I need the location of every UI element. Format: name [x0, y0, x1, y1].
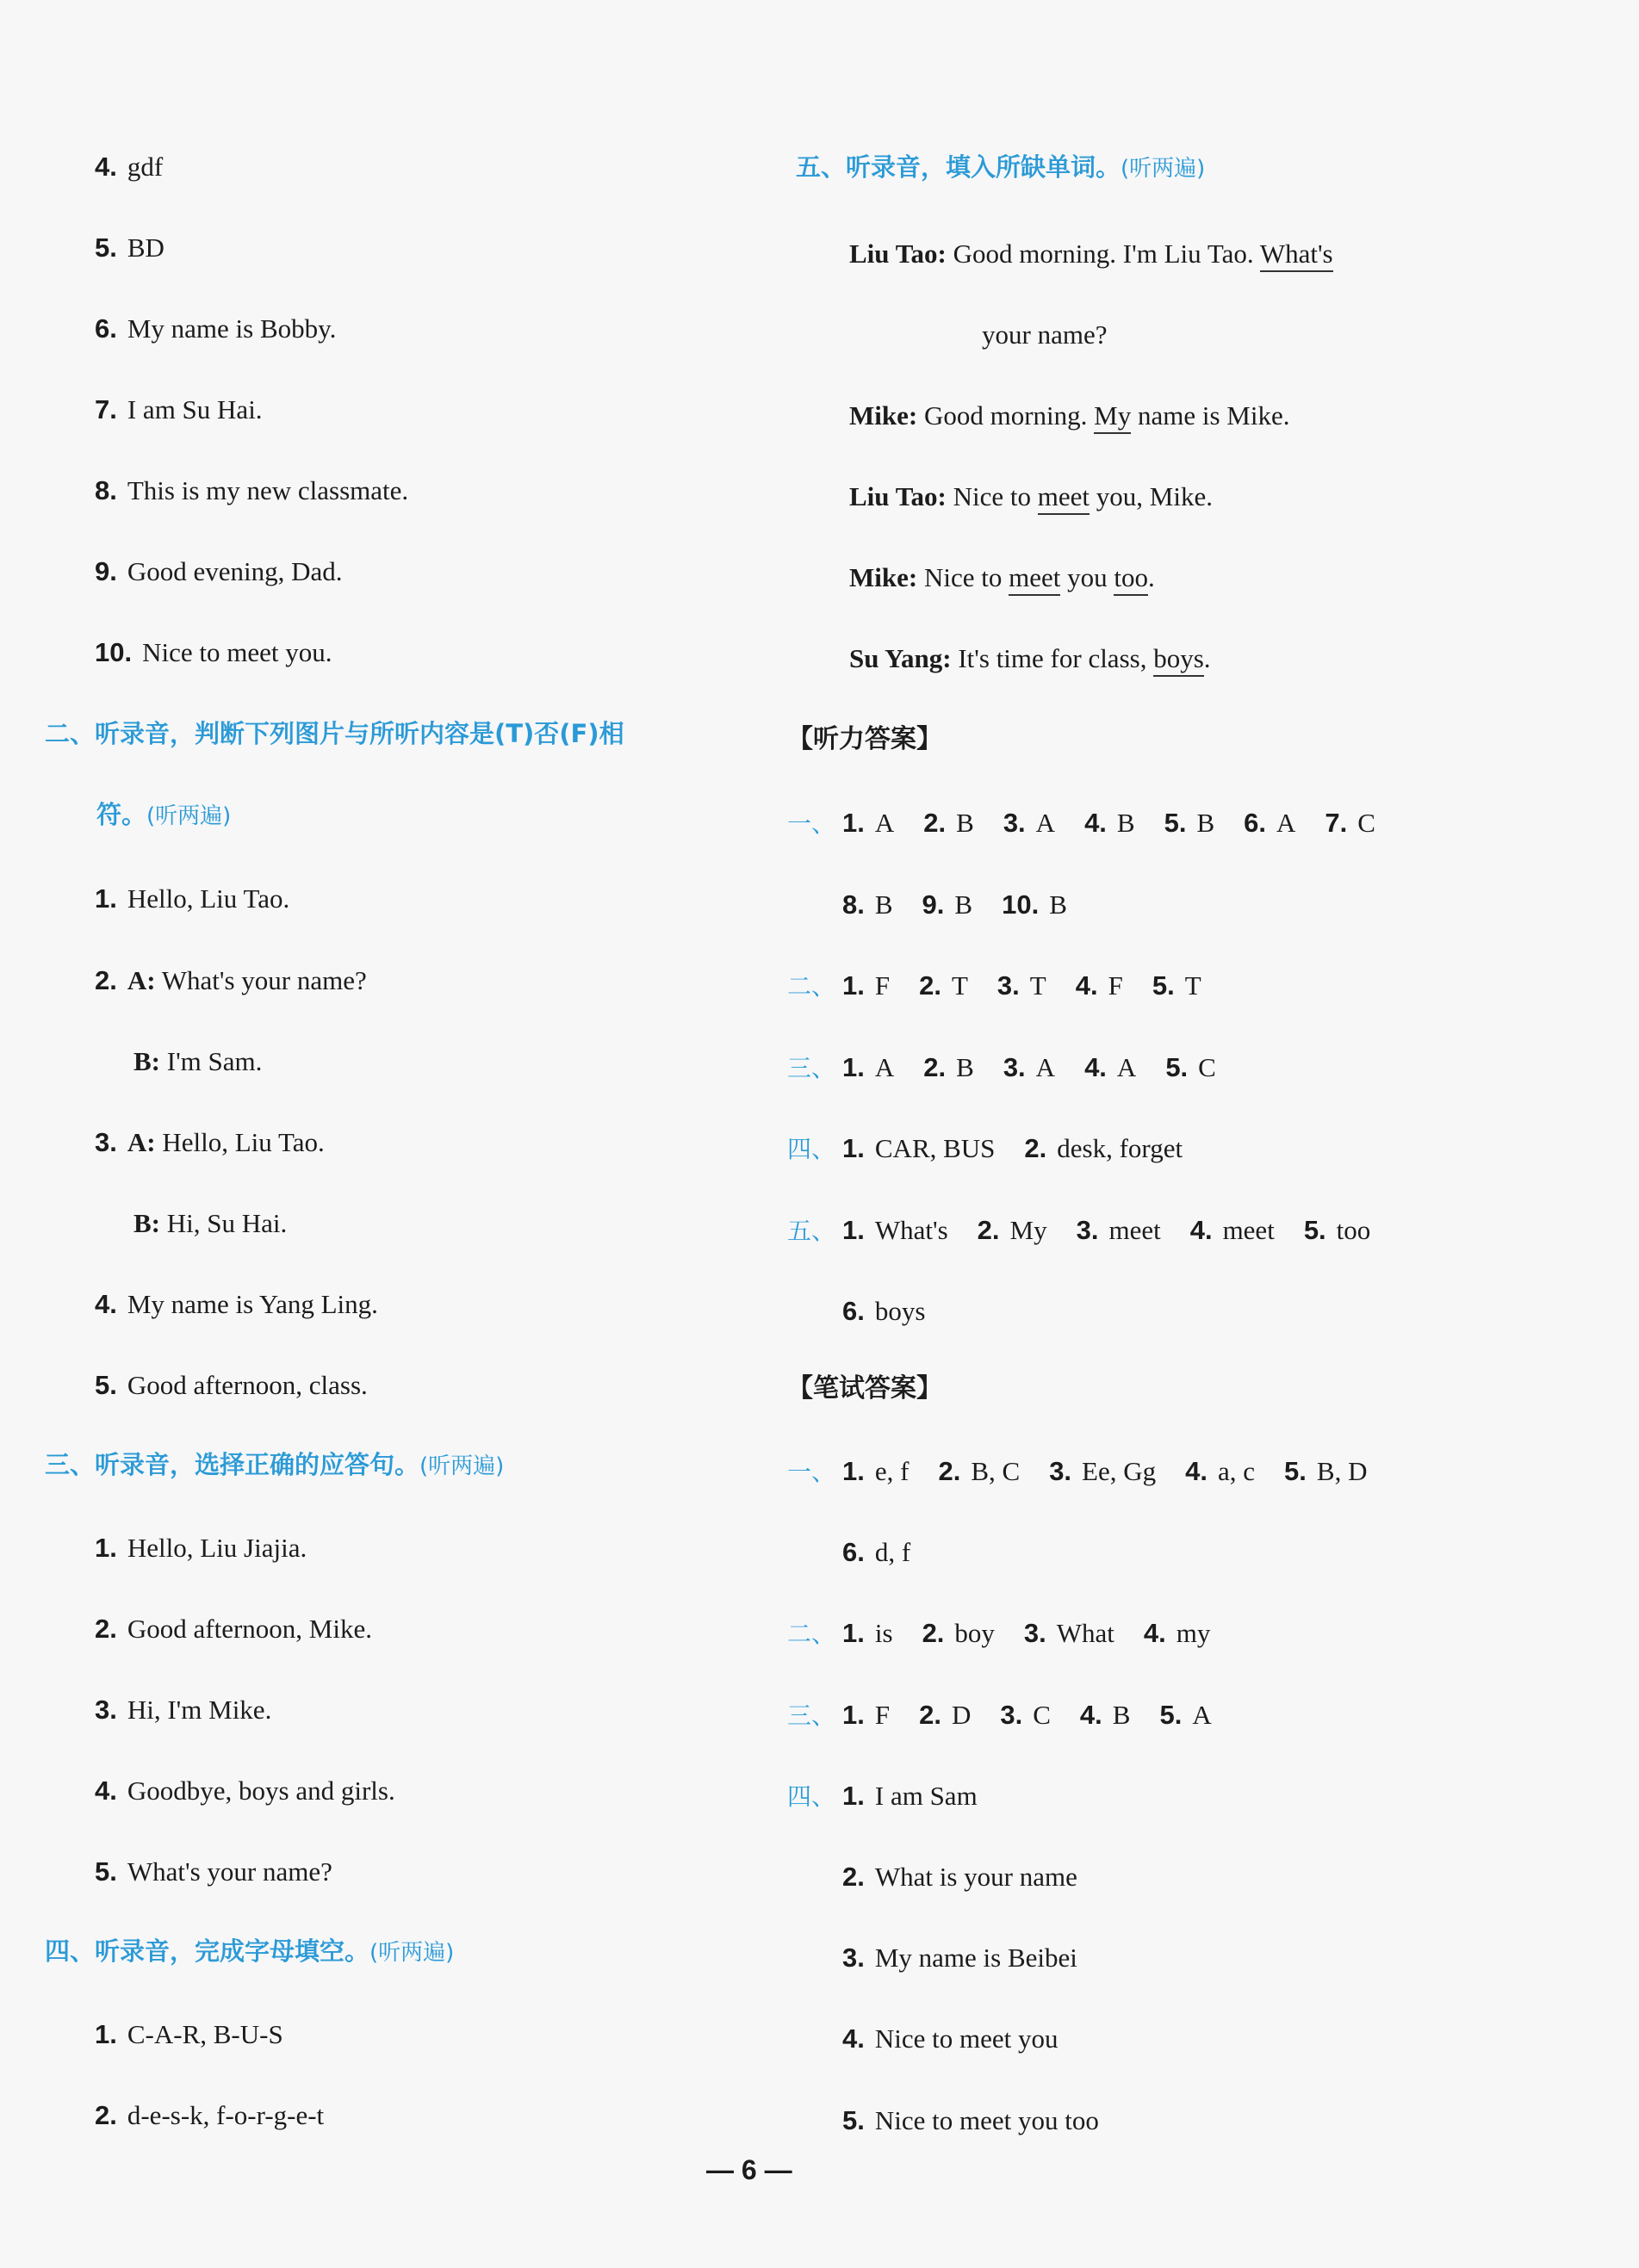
answer-value: B, D [1316, 1456, 1368, 1486]
answer-number: 2. [1024, 1133, 1047, 1163]
answer-number: 4. [842, 2023, 865, 2054]
answer-item [997, 970, 1046, 1001]
list-item: 6. My name is Bobby. [95, 313, 337, 344]
answer-number: 4. [1189, 1214, 1213, 1245]
answer-item [842, 1862, 1077, 1892]
answer-value: A [874, 808, 895, 838]
page-number: — 6 — [706, 2154, 792, 2185]
answer-number: 8. [842, 889, 865, 920]
answer-number: 2. [842, 1862, 865, 1892]
answer-number: 6. [842, 1296, 865, 1326]
answer-value: A [1276, 808, 1296, 838]
answer-item [842, 1052, 894, 1082]
answer-value: Ee, Gg [1082, 1456, 1157, 1486]
answer-number: 2. [919, 970, 941, 1001]
answer-value: B [956, 1051, 974, 1082]
answer-value: Nice to meet you [874, 2023, 1059, 2054]
answer-item [1084, 1052, 1136, 1082]
list-item: B: I'm Sam. [133, 1046, 263, 1076]
answer-number: 3. [1023, 1618, 1046, 1649]
list-item: 5. BD [95, 232, 165, 263]
list-item: 5. What's your name? [95, 1856, 332, 1887]
answer-number: 2. [938, 1456, 961, 1486]
answer-row [787, 809, 1405, 836]
answer-item [1159, 1700, 1211, 1730]
answer-prefix: 一、 [787, 809, 836, 838]
answer-value: A [1116, 1051, 1137, 1082]
answer-item [978, 1215, 1047, 1245]
answer-number: 1. [842, 1780, 865, 1811]
answer-value: F [874, 970, 891, 1001]
answer-item [922, 1618, 995, 1648]
written-answers-title: 【笔试答案】 [787, 1373, 942, 1404]
answer-number: 3. [1003, 808, 1026, 838]
answer-prefix: 二、 [787, 1620, 836, 1649]
answer-item [1164, 808, 1215, 838]
answer-item [1152, 970, 1201, 1001]
answer-row [787, 1214, 1400, 1245]
answer-value: B [1116, 808, 1135, 838]
answer-number: 4. [1084, 808, 1107, 838]
answer-row [787, 1135, 1212, 1162]
answer-number: 4. [1143, 1618, 1166, 1649]
answer-row [787, 1618, 1239, 1649]
answer-number: 10. [1002, 889, 1040, 920]
answer-item [842, 2105, 1099, 2135]
answer-item [842, 970, 890, 1001]
answer-number: 5. [1164, 808, 1187, 838]
answer-item [919, 1700, 971, 1730]
answer-value: A [1035, 808, 1056, 838]
answer-number: 1. [842, 1214, 865, 1245]
answer-row [787, 1458, 1396, 1484]
answer-value: B [1196, 808, 1215, 838]
answer-value: too [1336, 1214, 1371, 1245]
answer-value: Nice to meet you too [874, 2104, 1099, 2135]
answer-number: 4. [1079, 1699, 1102, 1730]
dialogue-line: Su Yang: It's time for class, boys. [849, 645, 1211, 672]
list-item: 9. Good evening, Dad. [95, 556, 343, 586]
answer-value: I am Sam [874, 1780, 978, 1811]
answer-item [842, 1700, 890, 1730]
answer-value: boys [874, 1296, 926, 1326]
answer-number: 1. [842, 1133, 865, 1163]
answer-value: e, f [874, 1456, 910, 1486]
list-item: 4. Goodbye, boys and girls. [95, 1775, 395, 1806]
answer-item [1244, 808, 1295, 838]
answer-item [1002, 889, 1067, 920]
answer-number: 3. [996, 970, 1020, 1001]
answer-value: B [1112, 1699, 1131, 1730]
answer-value: T [1184, 970, 1201, 1001]
answer-value: What [1056, 1618, 1114, 1649]
answer-value: F [1108, 970, 1123, 1001]
list-item: 3. A: Hello, Liu Tao. [95, 1127, 325, 1157]
answer-item [842, 1618, 893, 1648]
answer-number: 4. [1084, 1051, 1107, 1082]
answer-number: 1. [842, 1699, 865, 1730]
answer-number: 6. [1244, 808, 1267, 838]
answer-value: What is your name [874, 1862, 1077, 1892]
answer-row [842, 1863, 1107, 1890]
answer-value: T [951, 970, 968, 1001]
answer-number: 5. [1159, 1699, 1183, 1730]
answer-item [1003, 1052, 1055, 1082]
answer-item [1190, 1215, 1275, 1245]
section-4-heading: 四、听录音，完成字母填空。(听两遍) [45, 1936, 455, 1966]
section-2-heading: 二、听录音，判断下列图片与所听内容是(T)否(F)相 [45, 719, 624, 748]
answer-item [842, 1215, 948, 1245]
answer-item [1325, 808, 1375, 838]
answer-number: 2. [923, 808, 947, 838]
answer-value: d, f [874, 1537, 911, 1568]
answer-prefix: 四、 [787, 1135, 836, 1163]
answer-number: 2. [919, 1699, 941, 1730]
answer-value: My name is Beibei [874, 1943, 1077, 1974]
answer-number: 2. [922, 1618, 945, 1649]
answer-item [1000, 1700, 1051, 1730]
answer-row [787, 1051, 1245, 1082]
answer-value: A [1035, 1051, 1056, 1082]
answer-number: 7. [1325, 808, 1348, 838]
answer-value: meet [1222, 1214, 1275, 1245]
answer-number: 1. [842, 970, 865, 1001]
list-item: B: Hi, Su Hai. [133, 1208, 288, 1238]
answer-number: 2. [977, 1214, 1000, 1245]
list-item: 1. C-A-R, B-U-S [95, 2019, 283, 2049]
answer-value: boy [954, 1618, 995, 1649]
listening-answers-title: 【听力答案】 [787, 724, 942, 754]
answer-value: A [874, 1051, 895, 1082]
answer-row [842, 1943, 1107, 1974]
answer-number: 3. [1000, 1699, 1023, 1730]
list-item: 4. gdf [95, 152, 164, 182]
answer-item [919, 970, 968, 1001]
answer-row [842, 2025, 1088, 2052]
answer-item [842, 1781, 978, 1811]
answer-value: What's [874, 1214, 948, 1245]
section-5-heading: 五、听录音，填入所缺单词。(听两遍) [796, 152, 1206, 182]
answer-number: 1. [842, 1051, 865, 1082]
answer-value: T [1029, 970, 1046, 1001]
answer-item [1076, 970, 1123, 1001]
answer-item [1144, 1618, 1210, 1648]
section-2-heading-cont: 符。(听两遍) [96, 800, 232, 829]
answer-number: 5. [1152, 970, 1175, 1001]
answer-item [1024, 1133, 1183, 1163]
answer-value: B [1049, 889, 1067, 920]
list-item: 2. d-e-s-k, f-o-r-g-e-t [95, 2100, 325, 2130]
answer-value: desk, forget [1057, 1133, 1183, 1163]
answer-item [923, 1052, 974, 1082]
answer-prefix: 三、 [787, 1701, 836, 1730]
answer-number: 1. [842, 808, 865, 838]
answer-number: 4. [1075, 970, 1098, 1001]
answer-number: 5. [1303, 1214, 1326, 1245]
answer-prefix: 二、 [787, 972, 836, 1001]
answer-number: 4. [1185, 1456, 1208, 1486]
answer-number: 1. [842, 1618, 865, 1649]
section-3-heading: 三、听录音，选择正确的应答句。(听两遍) [45, 1450, 505, 1479]
answer-item [1284, 1456, 1367, 1486]
answer-value: B [874, 889, 893, 920]
answer-value: B [954, 889, 973, 920]
answer-prefix: 五、 [787, 1216, 836, 1245]
answer-item [938, 1456, 1020, 1486]
answer-prefix: 一、 [787, 1458, 836, 1486]
answer-item [842, 808, 894, 838]
answer-row [787, 972, 1231, 999]
dialogue-line: Mike: Good morning. My name is Mike. [849, 402, 1289, 429]
answer-item [842, 1943, 1077, 1973]
answer-value: meet [1108, 1214, 1161, 1245]
list-item: 2. A: What's your name? [95, 965, 367, 995]
list-item: 1. Hello, Liu Tao. [95, 883, 290, 914]
list-item: 10. Nice to meet you. [95, 637, 332, 667]
answer-row [787, 1782, 1007, 1809]
list-item: 3. Hi, I'm Mike. [95, 1695, 272, 1725]
answer-row [842, 1298, 954, 1324]
list-item: 8. This is my new classmate. [95, 475, 409, 505]
list-item: 2. Good afternoon, Mike. [95, 1614, 372, 1644]
answer-value: B [956, 808, 974, 838]
answer-item [1304, 1215, 1370, 1245]
answer-item [922, 889, 973, 920]
answer-item [1185, 1456, 1255, 1486]
answer-number: 5. [1284, 1456, 1307, 1486]
answer-item [1077, 1215, 1161, 1245]
list-item: 5. Good afternoon, class. [95, 1370, 368, 1400]
answer-number: 3. [1049, 1456, 1072, 1486]
answer-number: 1. [842, 1456, 865, 1486]
answer-number: 3. [1003, 1051, 1026, 1082]
answer-item [1049, 1456, 1156, 1486]
answer-value: is [874, 1618, 893, 1649]
answer-value: C [1033, 1699, 1051, 1730]
answer-item [842, 1133, 995, 1163]
answer-item [1024, 1618, 1114, 1648]
answer-row [787, 1701, 1241, 1728]
answer-number: 2. [923, 1051, 947, 1082]
answer-item [842, 2023, 1059, 2054]
answer-item [842, 1537, 910, 1567]
answer-value: B, C [971, 1456, 1021, 1486]
dialogue-line: your name? [982, 319, 1108, 350]
answer-value: my [1176, 1618, 1211, 1649]
answer-value: A [1192, 1699, 1212, 1730]
answer-value: C [1357, 808, 1375, 838]
answer-item [842, 1296, 925, 1326]
answer-item [1084, 808, 1135, 838]
list-item: 7. I am Su Hai. [95, 394, 263, 424]
answer-item [1080, 1700, 1131, 1730]
list-item: 4. My name is Yang Ling. [95, 1289, 378, 1319]
dialogue-line: Liu Tao: Nice to meet you, Mike. [849, 483, 1213, 510]
answer-prefix: 三、 [787, 1053, 836, 1082]
answer-item [1165, 1052, 1216, 1082]
answer-value: My [1009, 1214, 1047, 1245]
answer-number: 5. [842, 2104, 865, 2135]
answer-value: D [951, 1699, 972, 1730]
answer-row [842, 1537, 940, 1568]
answer-row [842, 2104, 1128, 2135]
answer-number: 5. [1165, 1051, 1189, 1082]
answer-item [842, 889, 893, 920]
answer-number: 6. [842, 1537, 865, 1568]
answer-number: 3. [842, 1943, 865, 1974]
dialogue-line: Liu Tao: Good morning. I'm Liu Tao. What's [849, 240, 1333, 267]
answer-number: 9. [922, 889, 945, 920]
answer-value: C [1198, 1051, 1216, 1082]
answer-item [842, 1456, 909, 1486]
answer-number: 3. [1076, 1214, 1099, 1245]
answer-prefix: 四、 [787, 1782, 836, 1811]
answer-item [1003, 808, 1055, 838]
dialogue-line: Mike: Nice to meet you too. [849, 564, 1155, 591]
answer-row [842, 891, 1096, 918]
answer-value: CAR, BUS [874, 1133, 996, 1163]
answer-value: a, c [1218, 1456, 1256, 1486]
answer-value: F [874, 1699, 891, 1730]
answer-item [923, 808, 974, 838]
list-item: 1. Hello, Liu Jiajia. [95, 1533, 307, 1563]
